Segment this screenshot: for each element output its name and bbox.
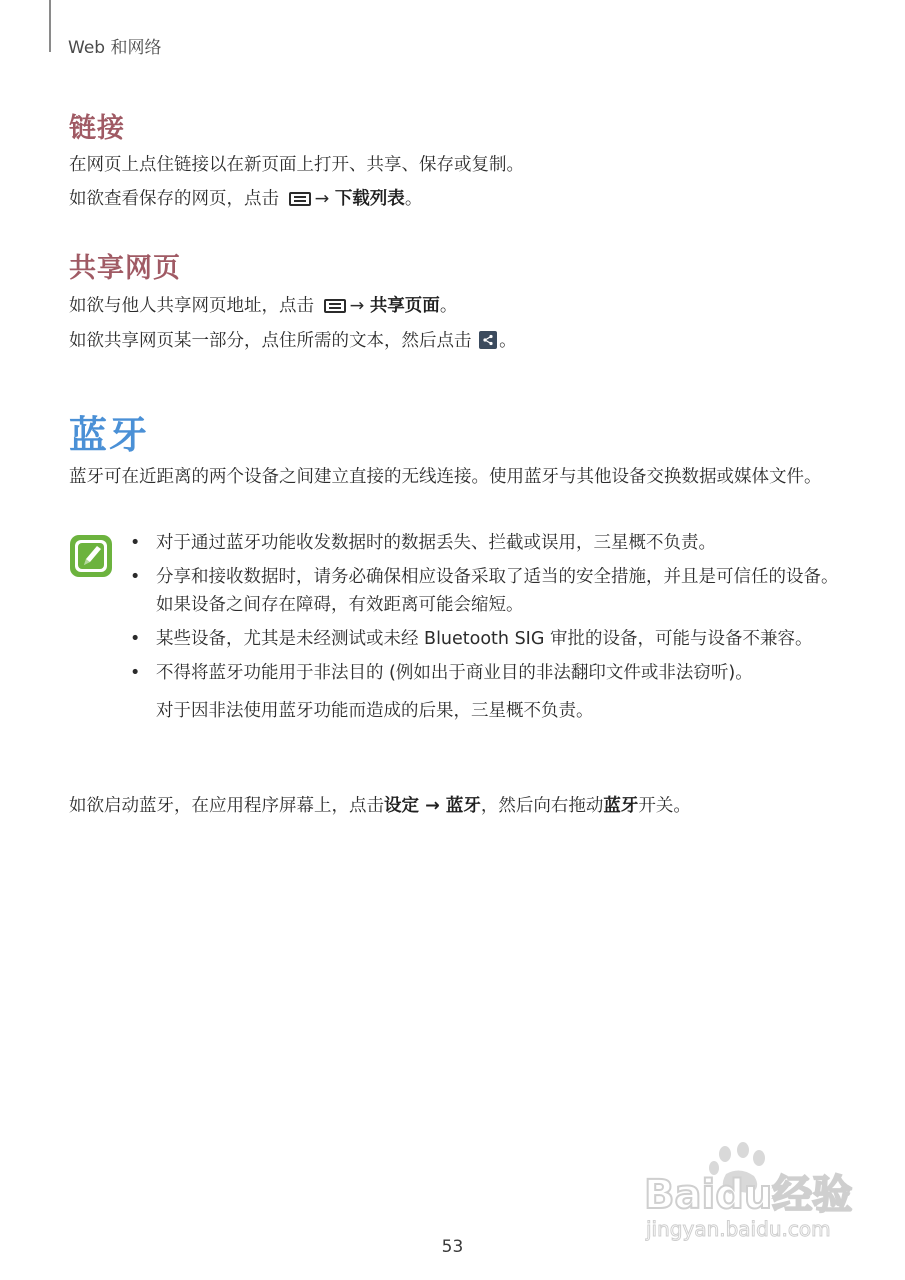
note-item [130, 659, 840, 725]
note-item [130, 529, 840, 557]
arrow: → [314, 189, 330, 209]
share-heading: 共享网页 [69, 253, 181, 284]
note-text: 分享和接收数据时，请务必确保相应设备采取了适当的安全措施，并且是可信任的设备。如果设备之间存在障碍，有效距离可能会缩短。 [156, 567, 839, 615]
note-item [130, 625, 840, 653]
share-line-1-prefix: 如欲与他人共享网页地址，点击 [69, 296, 320, 316]
share-icon [479, 331, 497, 349]
bullet-dot: • [130, 533, 141, 553]
links-line-2 [69, 185, 422, 213]
instruction-suffix: 开关。 [638, 796, 691, 816]
bluetooth-notes [130, 529, 840, 731]
bluetooth-heading: 蓝牙 [69, 413, 150, 457]
settings-bluetooth-path: 设定 → 蓝牙 [384, 796, 481, 816]
page-number: 53 [441, 1237, 464, 1257]
margin-rule [49, 0, 51, 52]
share-page-label: 共享页面 [369, 296, 440, 316]
share-line-2 [69, 327, 517, 355]
baidu-watermark [640, 1140, 855, 1250]
share-line-1 [69, 292, 457, 320]
links-line-2-prefix: 如欲查看保存的网页，点击 [69, 189, 285, 209]
bullet-dot: • [130, 567, 141, 587]
watermark-line-1: Baidu经验 [644, 1172, 853, 1218]
arrow: → [349, 296, 365, 316]
bluetooth-intro: 蓝牙可在近距离的两个设备之间建立直接的无线连接。使用蓝牙与其他设备交换数据或媒体文件。 [69, 467, 822, 487]
instruction-mid: ，然后向右拖动 [480, 796, 604, 816]
note-extra: 对于因非法使用蓝牙功能而造成的后果，三星概不负责。 [156, 701, 594, 721]
share-line-2-prefix: 如欲共享网页某一部分，点住所需的文本，然后点击 [69, 331, 478, 351]
bullet-dot: • [130, 629, 141, 649]
note-text: 对于通过蓝牙功能收发数据时的数据丢失、拦截或误用，三星概不负责。 [156, 533, 716, 553]
links-line-1: 在网页上点住链接以在新页面上打开、共享、保存或复制。 [69, 155, 524, 175]
download-list-label: 下载列表 [334, 189, 405, 209]
bluetooth-switch-label: 蓝牙 [603, 796, 639, 816]
note-text: 某些设备，尤其是未经测试或未经 Bluetooth SIG 审批的设备，可能与设备不兼容。 [156, 629, 813, 649]
share-line-1-suffix: 。 [439, 296, 458, 316]
menu-icon [289, 192, 311, 206]
page-header: Web 和网络 [68, 38, 162, 58]
instruction-prefix: 如欲启动蓝牙，在应用程序屏幕上，点击 [69, 796, 384, 816]
links-line-2-suffix: 。 [404, 189, 423, 209]
note-text: 不得将蓝牙功能用于非法目的 (例如出于商业目的非法翻印文件或非法窃听)。 [156, 663, 753, 683]
links-heading: 链接 [69, 113, 125, 144]
bullet-dot: • [130, 663, 141, 683]
note-item [130, 563, 840, 619]
menu-icon [324, 299, 346, 313]
watermark-line-2: jingyan.baidu.com [646, 1217, 831, 1241]
share-line-2-suffix: 。 [499, 331, 517, 351]
bluetooth-instruction [69, 792, 691, 820]
note-pencil-icon [69, 534, 113, 578]
